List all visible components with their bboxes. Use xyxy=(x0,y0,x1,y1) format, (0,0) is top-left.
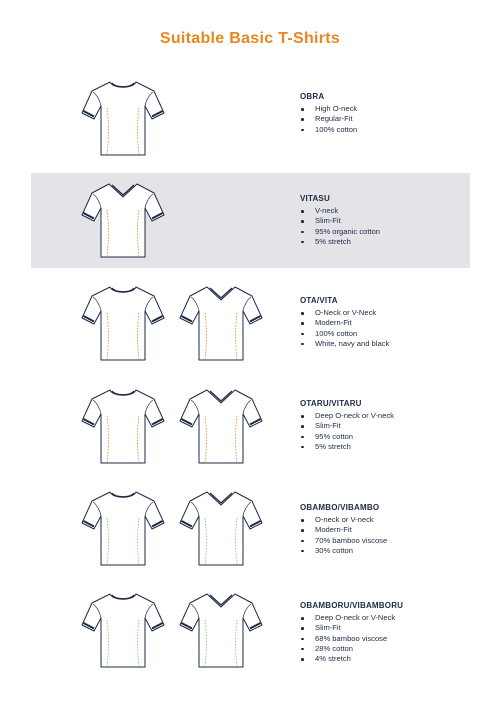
product-info xyxy=(300,601,403,664)
product-info xyxy=(300,296,389,349)
o-neck-tshirt-icon xyxy=(81,283,165,363)
o-neck-tshirt-icon-graphic xyxy=(81,283,165,363)
feature-list xyxy=(300,308,389,349)
product-name: OBAMBORU/VIBAMBORU xyxy=(300,601,404,610)
feature-list xyxy=(300,206,380,247)
product-info xyxy=(300,503,387,556)
v-neck-tshirt-icon-graphic xyxy=(179,283,263,363)
feature-item: 95% organic cotton xyxy=(300,227,380,237)
feature-item: 100% cotton xyxy=(300,329,389,339)
feature-list xyxy=(300,515,387,556)
product-name: OTARU/VITARU xyxy=(300,399,362,408)
o-neck-tshirt-icon xyxy=(81,386,165,466)
feature-item: Regular-Fit xyxy=(300,114,357,124)
v-neck-tshirt-icon xyxy=(81,180,165,260)
o-neck-tshirt-icon xyxy=(81,488,165,568)
feature-list xyxy=(300,613,403,664)
product-info xyxy=(300,399,394,452)
feature-item: Modern-Fit xyxy=(300,525,387,535)
product-name: OTA/VITA xyxy=(300,296,338,305)
feature-item: High O-neck xyxy=(300,104,357,114)
product-info xyxy=(300,194,380,247)
product-name: OBAMBO/VIBAMBO xyxy=(300,503,380,512)
o-neck-tshirt-icon-graphic xyxy=(81,78,165,158)
feature-item: 100% cotton xyxy=(300,125,357,135)
feature-item: 68% bamboo viscose xyxy=(300,634,403,644)
feature-item: Modern-Fit xyxy=(300,318,389,328)
product-name: VITASU xyxy=(300,194,330,203)
product-name: OBRA xyxy=(300,92,325,101)
feature-item: Slim-Fit xyxy=(300,216,380,226)
feature-item: 5% stretch xyxy=(300,237,380,247)
feature-item: 30% cotton xyxy=(300,546,387,556)
feature-item: Slim-Fit xyxy=(300,623,403,633)
v-neck-tshirt-icon-graphic xyxy=(179,488,263,568)
v-neck-tshirt-icon-graphic xyxy=(179,386,263,466)
feature-item: O-Neck or V-Neck xyxy=(300,308,389,318)
feature-list xyxy=(300,104,357,135)
feature-item: 4% stretch xyxy=(300,654,403,664)
feature-item: 70% bamboo viscose xyxy=(300,536,387,546)
o-neck-tshirt-icon xyxy=(81,590,165,670)
feature-item: White, navy and black xyxy=(300,339,389,349)
v-neck-tshirt-icon xyxy=(179,590,263,670)
v-neck-tshirt-icon xyxy=(179,283,263,363)
feature-item: Slim-Fit xyxy=(300,421,394,431)
feature-item: O-neck or V-neck xyxy=(300,515,387,525)
feature-item: Deep O-neck or V-Neck xyxy=(300,613,403,623)
page-title: Suitable Basic T-Shirts xyxy=(159,30,341,47)
o-neck-tshirt-icon-graphic xyxy=(81,386,165,466)
v-neck-tshirt-icon-graphic xyxy=(179,590,263,670)
feature-item: V-neck xyxy=(300,206,380,216)
v-neck-tshirt-icon xyxy=(179,488,263,568)
feature-item: 5% stretch xyxy=(300,442,394,452)
product-info xyxy=(300,92,357,135)
feature-item: 28% cotton xyxy=(300,644,403,654)
o-neck-tshirt-icon-graphic xyxy=(81,488,165,568)
o-neck-tshirt-icon xyxy=(81,78,165,158)
feature-item: 95% cotton xyxy=(300,432,394,442)
feature-item: Deep O-neck or V-neck xyxy=(300,411,394,421)
v-neck-tshirt-icon-graphic xyxy=(81,180,165,260)
feature-list xyxy=(300,411,394,452)
o-neck-tshirt-icon-graphic xyxy=(81,590,165,670)
v-neck-tshirt-icon xyxy=(179,386,263,466)
